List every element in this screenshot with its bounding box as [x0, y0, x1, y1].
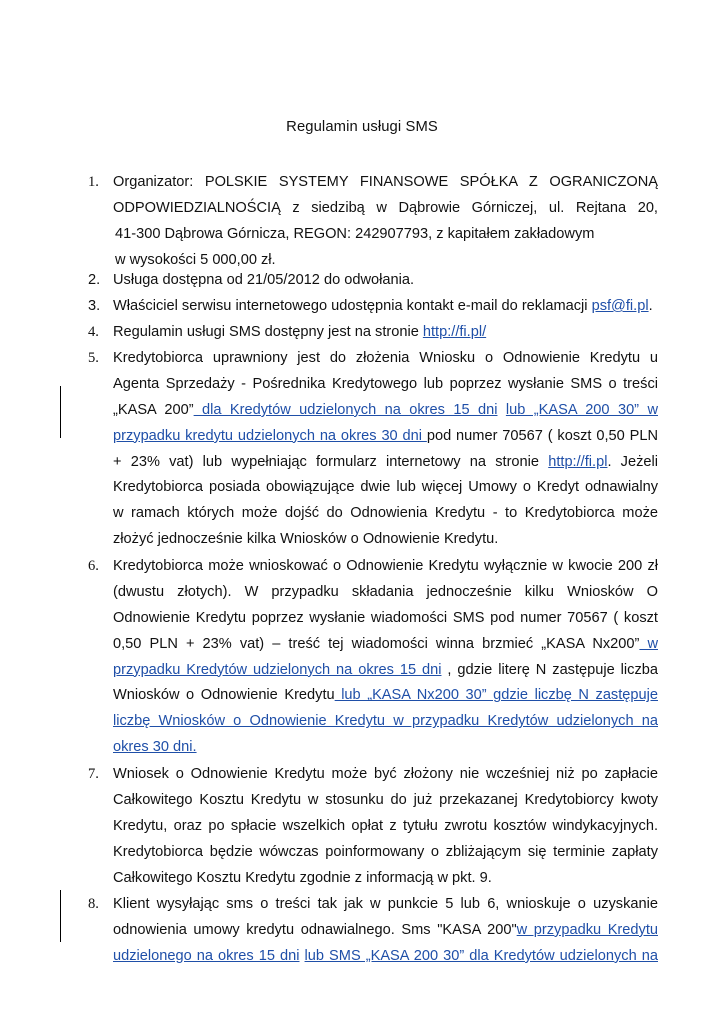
- change-bar-item-5: [60, 386, 61, 438]
- text-line: [113, 762, 658, 788]
- text-segment: ODPOWIEDZIALNOŚCIĄ z siedzibą w Dąbrowie Górniczej, ul. Rejtana 20,: [113, 199, 658, 216]
- text-segment: w wysokości 5 000,00 zł.: [115, 251, 276, 268]
- tracked-insertion-text: dla Kredytów udzielonych na okres 15 dni: [193, 401, 498, 418]
- document-title: Regulamin usługi SMS: [286, 119, 438, 135]
- text-segment: Całkowitego Kosztu Kredytu w stosunku do już przekazanej Kredytobiorcy kwoty: [113, 791, 658, 808]
- text-segment: Wniosek o Odnowienie Kredytu może być złożony nie wcześniej niż po zapłacie: [113, 766, 658, 782]
- text-segment: Wniosków o Odnowienie Kredytu: [113, 687, 335, 704]
- text-segment: .: [648, 298, 653, 314]
- list-item-text: [113, 268, 658, 294]
- text-line: [113, 170, 658, 196]
- list-item-number: 3.: [88, 298, 101, 314]
- text-segment: 41-300 Dąbrowa Górnicza, REGON: 242907793, z kapitałem zakładowym: [115, 225, 595, 242]
- text-line: [113, 866, 658, 892]
- text-segment: [497, 402, 505, 418]
- tracked-insertion-text: przypadku kredytu udzielonych na okres 30 dni: [113, 427, 427, 444]
- text-segment: pod numer 70567 ( koszt 0,50 PLN: [426, 427, 658, 444]
- text-segment: Usługa dostępna od 21/05/2012 do odwołania.: [113, 272, 415, 288]
- list-item-text: [113, 294, 658, 320]
- list-item-text: [113, 554, 658, 761]
- text-line: [113, 632, 658, 658]
- text-segment: (dwustu złotych). W przypadku składania jednocześnie kilku Wniosków O: [113, 583, 658, 600]
- list-item-number: 4.: [88, 324, 99, 340]
- website-link[interactable]: http://fi.pl: [548, 453, 608, 470]
- text-line: [113, 840, 658, 866]
- tracked-insertion-text: w: [639, 635, 658, 652]
- text-segment: w ramach których może dojść do Odnowienia Kredytu - to Kredytobiorca może: [113, 505, 658, 522]
- list-item-number: 1.: [88, 174, 99, 190]
- tracked-insertion-text: udzielonego na okres 15 dni: [113, 947, 300, 964]
- list-item-text: [113, 320, 658, 346]
- text-segment: „KASA 200”: [113, 401, 194, 418]
- text-segment: Kredytobiorca będzie wówczas poinformowany o zbliżającym się terminie zapłaty: [113, 843, 658, 860]
- text-line: [113, 294, 658, 320]
- text-line: [113, 814, 658, 840]
- text-line: [113, 580, 658, 606]
- tracked-insertion-text: liczbę Wniosków o Odnowienie Kredytu w przypadku Kredytów udzielonych na: [113, 713, 658, 730]
- list-item-text: [113, 170, 658, 274]
- text-line: [113, 606, 658, 632]
- text-segment: Kredytobiorca posiada obowiązujące dwie lub więcej Umowy o Kredyt odnawialny: [113, 479, 658, 496]
- text-segment: Kredytobiorca uprawniony jest do złożenia Wniosku o Odnowienie Kredytu u: [113, 350, 658, 366]
- text-line: [113, 501, 658, 527]
- list-item-text: [113, 346, 658, 553]
- text-segment: Klient wysyłając sms o treści tak jak w punkcie 5 lub 6, wnioskuje o uzyskanie: [113, 896, 658, 912]
- text-segment: Kredytobiorca może wnioskować o Odnowienie Kredytu wyłącznie w kwocie 200 zł: [113, 558, 658, 574]
- text-line: [113, 196, 658, 222]
- text-segment: złożyć jednocześnie kilka Wniosków o Odnowienie Kredytu.: [113, 531, 499, 548]
- text-line: [113, 709, 658, 735]
- list-item-text: [113, 892, 658, 970]
- text-line: [113, 527, 658, 553]
- tracked-insertion-text: lub „KASA 200 30” w: [505, 401, 658, 418]
- tracked-insertion-text: lub „KASA Nx200 30” gdzie liczbę N zastępuje: [334, 687, 658, 704]
- list-item-number: 2.: [88, 272, 101, 288]
- text-segment: + 23% vat) lub wypełniając formularz internetowy na stronie: [113, 453, 549, 470]
- text-segment: Odnowienie Kredytu poprzez wysłanie wiadomości SMS pod numer 70567 ( koszt: [113, 609, 658, 626]
- text-line: [113, 944, 658, 970]
- text-line: [113, 372, 658, 398]
- text-segment: Regulamin usługi SMS dostępny jest na stronie: [113, 324, 423, 340]
- text-line: [113, 320, 658, 346]
- email-link[interactable]: psf@fi.pl: [591, 298, 649, 314]
- change-bar-item-8: [60, 890, 61, 942]
- text-line: [115, 222, 658, 248]
- website-link[interactable]: http://fi.pl/: [422, 324, 487, 340]
- list-item-number: 7.: [88, 766, 99, 782]
- text-segment: Właściciel serwisu internetowego udostępnia kontakt e-mail do reklamacji: [113, 298, 592, 314]
- text-line: [113, 268, 658, 294]
- text-segment: Organizator: POLSKIE SYSTEMY FINANSOWE SPÓŁKA Z OGRANICZONĄ: [113, 174, 658, 190]
- text-line: [113, 398, 658, 424]
- text-line: [113, 475, 658, 501]
- list-item-number: 8.: [88, 896, 99, 912]
- text-line: [113, 424, 658, 450]
- text-line: [113, 683, 658, 709]
- tracked-insertion-text: lub SMS „KASA 200 30” dla Kredytów udzielonych na: [304, 947, 658, 964]
- text-segment: . Jeżeli: [607, 453, 658, 470]
- text-line: [113, 788, 658, 814]
- list-item-text: [113, 762, 658, 891]
- text-segment: 0,50 PLN + 23% vat) – treść tej wiadomości winna brzmieć „KASA Nx200”: [113, 635, 640, 652]
- text-line: [113, 554, 658, 580]
- text-line: [113, 450, 658, 476]
- text-line: [113, 735, 658, 761]
- text-segment: Agenta Sprzedaży - Pośrednika Kredytowego lub poprzez wysłanie SMS o treści: [113, 375, 658, 392]
- text-segment: , gdzie literę N zastępuje liczba: [441, 661, 658, 678]
- text-segment: odnowienia umowy kredytu odnawialnego. Sms "KASA 200": [113, 921, 517, 938]
- tracked-insertion-text: okres 30 dni.: [113, 739, 197, 756]
- tracked-insertion-text: w przypadku Kredytu: [516, 921, 658, 938]
- text-segment: Kredytu, oraz po spłacie wszelkich opłat z tytułu zwrotu kosztów windykacyjnych.: [113, 817, 658, 834]
- text-line: [113, 346, 658, 372]
- list-item-number: 6.: [88, 558, 99, 574]
- text-segment: Całkowitego Kosztu Kredytu zgodnie z informacją w pkt. 9.: [113, 869, 492, 886]
- text-line: [113, 918, 658, 944]
- text-line: [113, 892, 658, 918]
- text-line: [113, 658, 658, 684]
- tracked-insertion-text: przypadku Kredytów udzielonych na okres 15 dni: [113, 661, 442, 678]
- list-item-number: 5.: [88, 350, 99, 366]
